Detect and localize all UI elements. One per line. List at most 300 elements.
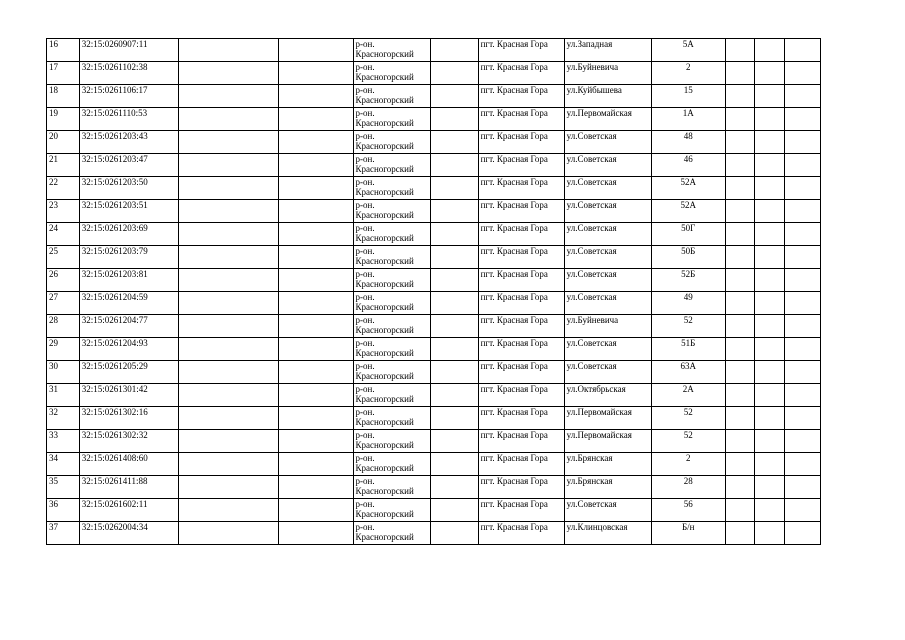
row-number-cell: 23 xyxy=(47,200,80,223)
empty-cell xyxy=(755,384,785,407)
house-number-cell: 52 xyxy=(651,407,725,430)
empty-cell xyxy=(179,476,278,499)
district-label-line2: Красногорский xyxy=(355,95,414,105)
house-number-cell: 63А xyxy=(651,361,725,384)
district-label-line2: Красногорский xyxy=(355,72,414,82)
district-cell xyxy=(353,361,431,384)
district-label-line2: Красногорский xyxy=(355,394,414,404)
district-label-line2: Красногорский xyxy=(355,417,414,427)
table-row xyxy=(47,361,821,384)
table-row xyxy=(47,246,821,269)
empty-cell xyxy=(725,499,755,522)
empty-cell xyxy=(179,522,278,545)
row-number-cell: 37 xyxy=(47,522,80,545)
district-cell xyxy=(353,246,431,269)
table-row xyxy=(47,154,821,177)
district-cell xyxy=(353,315,431,338)
street-cell: ул.Буйневича xyxy=(564,315,651,338)
district-cell xyxy=(353,154,431,177)
district-cell xyxy=(353,338,431,361)
cadastral-number-cell: 32:15:0261302:32 xyxy=(79,430,178,453)
table-row xyxy=(47,292,821,315)
district-label-line2: Красногорский xyxy=(355,302,414,312)
empty-cell xyxy=(179,246,278,269)
district-cell xyxy=(353,39,431,62)
empty-cell xyxy=(785,269,821,292)
empty-cell xyxy=(431,108,478,131)
empty-cell xyxy=(179,154,278,177)
house-number-cell: 52А xyxy=(651,177,725,200)
district-cell xyxy=(353,453,431,476)
street-cell: ул.Советская xyxy=(564,154,651,177)
empty-cell xyxy=(431,476,478,499)
cadastral-number-cell: 32:15:0261203:69 xyxy=(79,223,178,246)
row-number-cell: 36 xyxy=(47,499,80,522)
empty-cell xyxy=(431,223,478,246)
empty-cell xyxy=(179,499,278,522)
empty-cell xyxy=(179,453,278,476)
settlement-cell: пгт. Красная Гора xyxy=(478,154,564,177)
street-cell: ул.Первомайская xyxy=(564,407,651,430)
table-body xyxy=(47,39,821,545)
row-number-cell: 17 xyxy=(47,62,80,85)
row-number-cell: 30 xyxy=(47,361,80,384)
table-row xyxy=(47,108,821,131)
empty-cell xyxy=(431,522,478,545)
empty-cell xyxy=(725,453,755,476)
empty-cell xyxy=(278,315,353,338)
empty-cell xyxy=(725,430,755,453)
row-number-cell: 28 xyxy=(47,315,80,338)
row-number-cell: 33 xyxy=(47,430,80,453)
empty-cell xyxy=(785,384,821,407)
district-label-line2: Красногорский xyxy=(355,187,414,197)
empty-cell xyxy=(179,131,278,154)
empty-cell xyxy=(755,223,785,246)
district-label-line2: Красногорский xyxy=(355,118,414,128)
empty-cell xyxy=(725,131,755,154)
table-row xyxy=(47,338,821,361)
street-cell: ул.Брянская xyxy=(564,476,651,499)
settlement-cell: пгт. Красная Гора xyxy=(478,407,564,430)
empty-cell xyxy=(179,292,278,315)
table-row xyxy=(47,453,821,476)
table-row xyxy=(47,200,821,223)
empty-cell xyxy=(179,315,278,338)
house-number-cell: 50Г xyxy=(651,223,725,246)
district-label-line1: р-он. xyxy=(355,499,375,509)
district-label-line1: р-он. xyxy=(355,338,375,348)
district-label-line2: Красногорский xyxy=(355,371,414,381)
empty-cell xyxy=(278,223,353,246)
cadastral-number-cell: 32:15:0261204:59 xyxy=(79,292,178,315)
cadastral-number-cell: 32:15:0261203:50 xyxy=(79,177,178,200)
empty-cell xyxy=(785,453,821,476)
row-number-cell: 29 xyxy=(47,338,80,361)
district-label-line1: р-он. xyxy=(355,62,375,72)
house-number-cell: 48 xyxy=(651,131,725,154)
street-cell: ул.Советская xyxy=(564,361,651,384)
empty-cell xyxy=(179,177,278,200)
empty-cell xyxy=(725,407,755,430)
house-number-cell: 46 xyxy=(651,154,725,177)
district-label-line1: р-он. xyxy=(355,108,375,118)
empty-cell xyxy=(785,246,821,269)
house-number-cell: 52 xyxy=(651,430,725,453)
settlement-cell: пгт. Красная Гора xyxy=(478,338,564,361)
empty-cell xyxy=(278,522,353,545)
table-row xyxy=(47,223,821,246)
district-cell xyxy=(353,384,431,407)
empty-cell xyxy=(179,384,278,407)
table-row xyxy=(47,39,821,62)
empty-cell xyxy=(725,246,755,269)
empty-cell xyxy=(725,315,755,338)
cadastral-number-cell: 32:15:0262004:34 xyxy=(79,522,178,545)
house-number-cell: Б/н xyxy=(651,522,725,545)
empty-cell xyxy=(278,177,353,200)
empty-cell xyxy=(755,499,785,522)
empty-cell xyxy=(725,292,755,315)
row-number-cell: 20 xyxy=(47,131,80,154)
settlement-cell: пгт. Красная Гора xyxy=(478,499,564,522)
settlement-cell: пгт. Красная Гора xyxy=(478,430,564,453)
cadastral-number-cell: 32:15:0261102:38 xyxy=(79,62,178,85)
row-number-cell: 24 xyxy=(47,223,80,246)
district-label-line1: р-он. xyxy=(355,200,375,210)
land-registry-table xyxy=(46,38,821,545)
empty-cell xyxy=(725,62,755,85)
district-cell xyxy=(353,522,431,545)
cadastral-number-cell: 32:15:0261203:51 xyxy=(79,200,178,223)
district-cell xyxy=(353,476,431,499)
district-label-line2: Красногорский xyxy=(355,509,414,519)
empty-cell xyxy=(725,361,755,384)
empty-cell xyxy=(431,292,478,315)
empty-cell xyxy=(725,200,755,223)
row-number-cell: 18 xyxy=(47,85,80,108)
street-cell: ул.Советская xyxy=(564,499,651,522)
street-cell: ул.Западная xyxy=(564,39,651,62)
street-cell: ул.Первомайская xyxy=(564,108,651,131)
street-cell: ул.Клинцовская xyxy=(564,522,651,545)
empty-cell xyxy=(755,85,785,108)
house-number-cell: 50Б xyxy=(651,246,725,269)
district-label-line1: р-он. xyxy=(355,453,375,463)
settlement-cell: пгт. Красная Гора xyxy=(478,384,564,407)
empty-cell xyxy=(725,39,755,62)
empty-cell xyxy=(179,85,278,108)
street-cell: ул.Советская xyxy=(564,269,651,292)
empty-cell xyxy=(725,384,755,407)
empty-cell xyxy=(755,407,785,430)
house-number-cell: 15 xyxy=(651,85,725,108)
empty-cell xyxy=(785,315,821,338)
empty-cell xyxy=(179,200,278,223)
settlement-cell: пгт. Красная Гора xyxy=(478,292,564,315)
row-number-cell: 32 xyxy=(47,407,80,430)
cadastral-number-cell: 32:15:0261301:42 xyxy=(79,384,178,407)
district-label-line2: Красногорский xyxy=(355,164,414,174)
table-row xyxy=(47,85,821,108)
district-label-line2: Красногорский xyxy=(355,256,414,266)
cadastral-number-cell: 32:15:0261408:60 xyxy=(79,453,178,476)
empty-cell xyxy=(431,269,478,292)
district-label-line1: р-он. xyxy=(355,39,375,49)
empty-cell xyxy=(755,361,785,384)
district-cell xyxy=(353,177,431,200)
house-number-cell: 28 xyxy=(651,476,725,499)
cadastral-number-cell: 32:15:0261203:43 xyxy=(79,131,178,154)
district-label-line1: р-он. xyxy=(355,177,375,187)
district-label-line1: р-он. xyxy=(355,384,375,394)
row-number-cell: 22 xyxy=(47,177,80,200)
street-cell: ул.Советская xyxy=(564,338,651,361)
row-number-cell: 27 xyxy=(47,292,80,315)
empty-cell xyxy=(755,108,785,131)
empty-cell xyxy=(278,361,353,384)
empty-cell xyxy=(755,39,785,62)
empty-cell xyxy=(431,62,478,85)
empty-cell xyxy=(755,430,785,453)
cadastral-number-cell: 32:15:0261203:79 xyxy=(79,246,178,269)
settlement-cell: пгт. Красная Гора xyxy=(478,476,564,499)
empty-cell xyxy=(278,453,353,476)
empty-cell xyxy=(179,430,278,453)
district-label-line1: р-он. xyxy=(355,315,375,325)
empty-cell xyxy=(278,407,353,430)
settlement-cell: пгт. Красная Гора xyxy=(478,453,564,476)
table-row xyxy=(47,177,821,200)
empty-cell xyxy=(785,177,821,200)
empty-cell xyxy=(278,131,353,154)
settlement-cell: пгт. Красная Гора xyxy=(478,269,564,292)
settlement-cell: пгт. Красная Гора xyxy=(478,200,564,223)
district-label-line2: Красногорский xyxy=(355,440,414,450)
house-number-cell: 51Б xyxy=(651,338,725,361)
empty-cell xyxy=(785,223,821,246)
district-label-line1: р-он. xyxy=(355,154,375,164)
district-cell xyxy=(353,108,431,131)
house-number-cell: 5А xyxy=(651,39,725,62)
house-number-cell: 2 xyxy=(651,453,725,476)
settlement-cell: пгт. Красная Гора xyxy=(478,131,564,154)
district-label-line2: Красногорский xyxy=(355,463,414,473)
table-row xyxy=(47,269,821,292)
empty-cell xyxy=(725,476,755,499)
empty-cell xyxy=(278,430,353,453)
table-row xyxy=(47,315,821,338)
empty-cell xyxy=(755,62,785,85)
empty-cell xyxy=(278,499,353,522)
district-label-line1: р-он. xyxy=(355,476,375,486)
cadastral-number-cell: 32:15:0260907:11 xyxy=(79,39,178,62)
empty-cell xyxy=(179,338,278,361)
house-number-cell: 56 xyxy=(651,499,725,522)
cadastral-number-cell: 32:15:0261411:88 xyxy=(79,476,178,499)
settlement-cell: пгт. Красная Гора xyxy=(478,39,564,62)
empty-cell xyxy=(431,315,478,338)
empty-cell xyxy=(179,62,278,85)
empty-cell xyxy=(755,338,785,361)
empty-cell xyxy=(755,292,785,315)
empty-cell xyxy=(755,154,785,177)
district-label-line2: Красногорский xyxy=(355,279,414,289)
district-label-line2: Красногорский xyxy=(355,532,414,542)
table-row xyxy=(47,62,821,85)
empty-cell xyxy=(755,269,785,292)
empty-cell xyxy=(179,269,278,292)
district-cell xyxy=(353,430,431,453)
empty-cell xyxy=(725,269,755,292)
empty-cell xyxy=(755,476,785,499)
row-number-cell: 31 xyxy=(47,384,80,407)
empty-cell xyxy=(725,177,755,200)
district-label-line1: р-он. xyxy=(355,85,375,95)
empty-cell xyxy=(431,177,478,200)
district-label-line1: р-он. xyxy=(355,407,375,417)
empty-cell xyxy=(278,384,353,407)
district-label-line1: р-он. xyxy=(355,131,375,141)
house-number-cell: 2 xyxy=(651,62,725,85)
street-cell: ул.Советская xyxy=(564,131,651,154)
district-label-line1: р-он. xyxy=(355,522,375,532)
row-number-cell: 26 xyxy=(47,269,80,292)
cadastral-number-cell: 32:15:0261204:77 xyxy=(79,315,178,338)
cadastral-number-cell: 32:15:0261203:81 xyxy=(79,269,178,292)
empty-cell xyxy=(278,154,353,177)
district-cell xyxy=(353,85,431,108)
empty-cell xyxy=(431,407,478,430)
empty-cell xyxy=(755,453,785,476)
house-number-cell: 52А xyxy=(651,200,725,223)
row-number-cell: 19 xyxy=(47,108,80,131)
empty-cell xyxy=(278,292,353,315)
empty-cell xyxy=(785,476,821,499)
empty-cell xyxy=(179,108,278,131)
empty-cell xyxy=(785,62,821,85)
district-cell xyxy=(353,407,431,430)
empty-cell xyxy=(278,39,353,62)
district-cell xyxy=(353,269,431,292)
empty-cell xyxy=(785,338,821,361)
district-label-line2: Красногорский xyxy=(355,233,414,243)
district-label-line1: р-он. xyxy=(355,269,375,279)
empty-cell xyxy=(755,246,785,269)
district-cell xyxy=(353,62,431,85)
table-row xyxy=(47,430,821,453)
district-cell xyxy=(353,131,431,154)
district-label-line1: р-он. xyxy=(355,430,375,440)
empty-cell xyxy=(278,108,353,131)
empty-cell xyxy=(278,62,353,85)
empty-cell xyxy=(725,154,755,177)
empty-cell xyxy=(755,177,785,200)
district-cell xyxy=(353,200,431,223)
empty-cell xyxy=(278,200,353,223)
row-number-cell: 35 xyxy=(47,476,80,499)
table-row xyxy=(47,522,821,545)
settlement-cell: пгт. Красная Гора xyxy=(478,177,564,200)
street-cell: ул.Октябрьская xyxy=(564,384,651,407)
district-label-line2: Красногорский xyxy=(355,348,414,358)
empty-cell xyxy=(431,384,478,407)
settlement-cell: пгт. Красная Гора xyxy=(478,361,564,384)
settlement-cell: пгт. Красная Гора xyxy=(478,108,564,131)
cadastral-number-cell: 32:15:0261110:53 xyxy=(79,108,178,131)
row-number-cell: 16 xyxy=(47,39,80,62)
table-row xyxy=(47,499,821,522)
empty-cell xyxy=(431,430,478,453)
district-cell xyxy=(353,223,431,246)
empty-cell xyxy=(179,361,278,384)
empty-cell xyxy=(755,131,785,154)
empty-cell xyxy=(278,269,353,292)
district-label-line2: Красногорский xyxy=(355,49,414,59)
district-cell xyxy=(353,499,431,522)
empty-cell xyxy=(725,108,755,131)
empty-cell xyxy=(785,200,821,223)
street-cell: ул.Советская xyxy=(564,177,651,200)
cadastral-number-cell: 32:15:0261205:29 xyxy=(79,361,178,384)
empty-cell xyxy=(278,338,353,361)
empty-cell xyxy=(179,407,278,430)
house-number-cell: 1А xyxy=(651,108,725,131)
empty-cell xyxy=(278,85,353,108)
empty-cell xyxy=(431,453,478,476)
house-number-cell: 2А xyxy=(651,384,725,407)
district-label-line1: р-он. xyxy=(355,246,375,256)
settlement-cell: пгт. Красная Гора xyxy=(478,315,564,338)
empty-cell xyxy=(431,246,478,269)
table-row xyxy=(47,384,821,407)
cadastral-number-cell: 32:15:0261204:93 xyxy=(79,338,178,361)
empty-cell xyxy=(785,361,821,384)
empty-cell xyxy=(785,499,821,522)
empty-cell xyxy=(431,200,478,223)
empty-cell xyxy=(278,476,353,499)
empty-cell xyxy=(431,361,478,384)
district-label-line1: р-он. xyxy=(355,361,375,371)
empty-cell xyxy=(725,85,755,108)
settlement-cell: пгт. Красная Гора xyxy=(478,62,564,85)
empty-cell xyxy=(785,407,821,430)
empty-cell xyxy=(785,39,821,62)
street-cell: ул.Советская xyxy=(564,200,651,223)
district-label-line2: Красногорский xyxy=(355,325,414,335)
cadastral-number-cell: 32:15:0261602:11 xyxy=(79,499,178,522)
table-row xyxy=(47,407,821,430)
settlement-cell: пгт. Красная Гора xyxy=(478,522,564,545)
empty-cell xyxy=(179,39,278,62)
empty-cell xyxy=(725,522,755,545)
district-label-line2: Красногорский xyxy=(355,486,414,496)
row-number-cell: 34 xyxy=(47,453,80,476)
empty-cell xyxy=(785,292,821,315)
street-cell: ул.Советская xyxy=(564,292,651,315)
district-label-line2: Красногорский xyxy=(355,210,414,220)
empty-cell xyxy=(755,315,785,338)
table-row xyxy=(47,131,821,154)
table-row xyxy=(47,476,821,499)
empty-cell xyxy=(785,131,821,154)
street-cell: ул.Буйневича xyxy=(564,62,651,85)
empty-cell xyxy=(431,85,478,108)
empty-cell xyxy=(431,131,478,154)
district-label-line2: Красногорский xyxy=(355,141,414,151)
street-cell: ул.Советская xyxy=(564,246,651,269)
empty-cell xyxy=(278,246,353,269)
